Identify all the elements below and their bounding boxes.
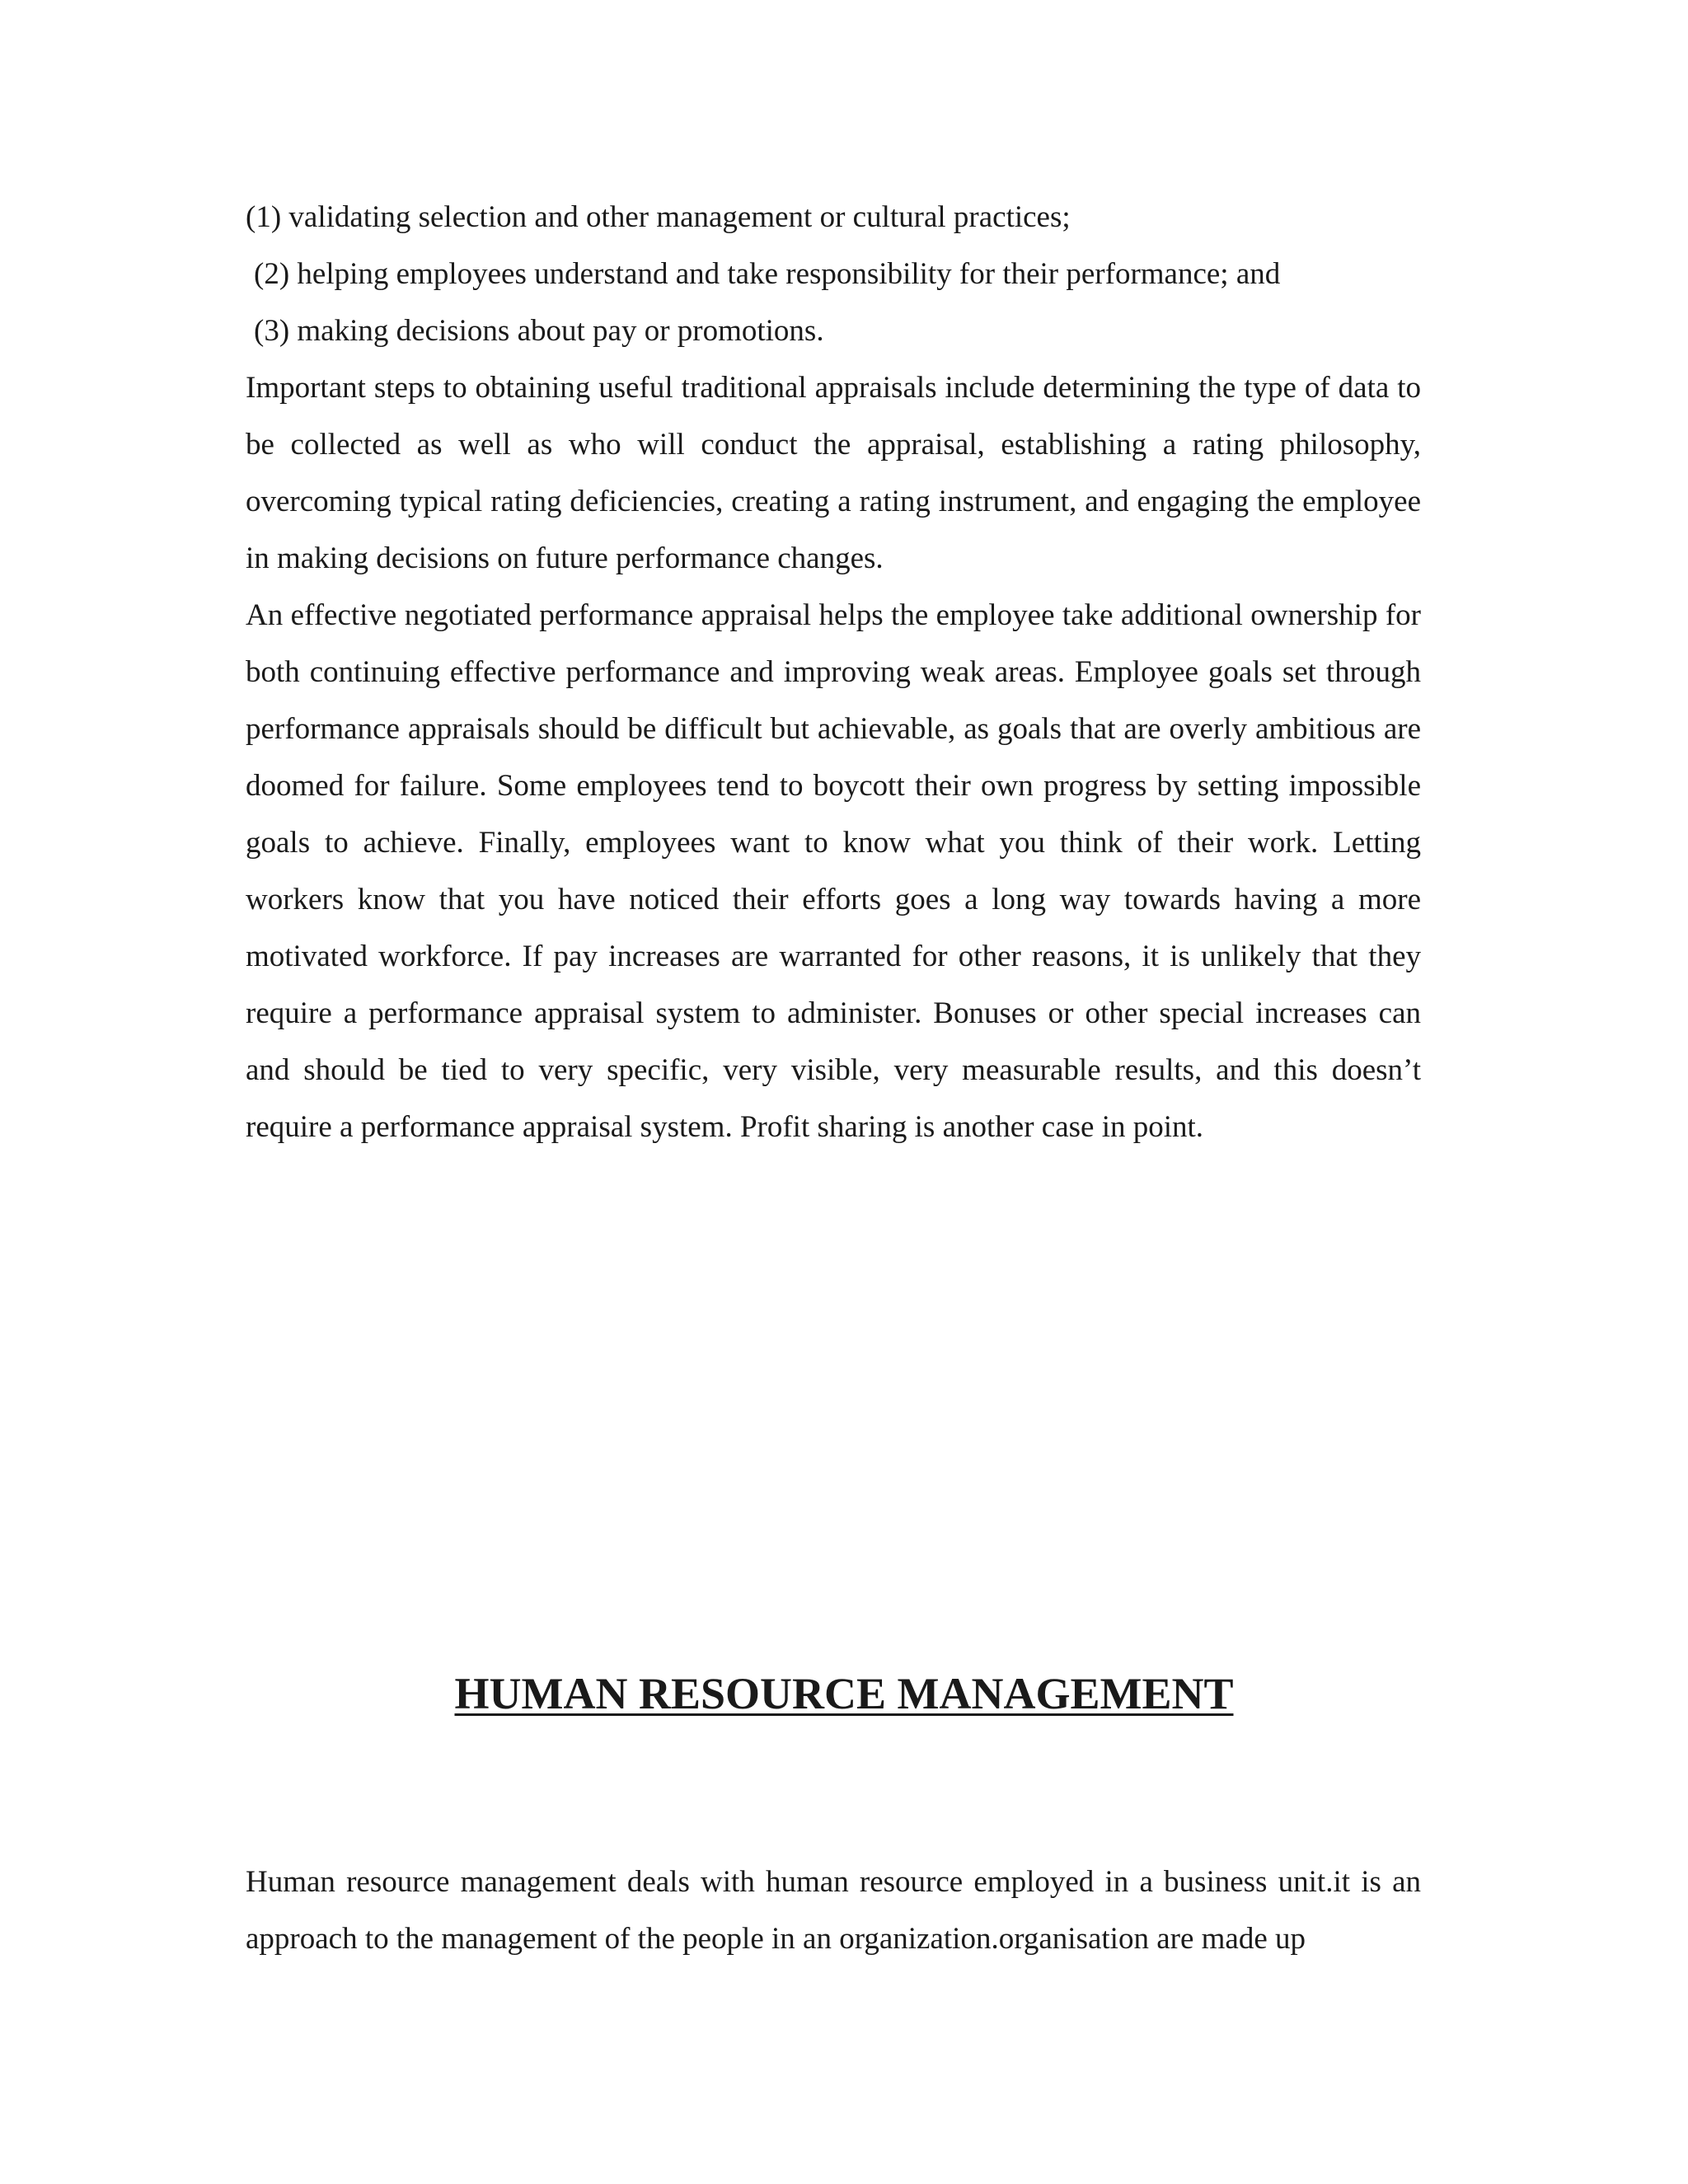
list-item: (3) making decisions about pay or promotions.: [254, 314, 824, 348]
list-item: (1) validating selection and other management or cultural practices;: [246, 200, 1071, 234]
paragraph-hrm-intro: Human resource management deals with human resource employed in a business unit.it is an approach to the management of the people in an organization.organisation are made up: [246, 1865, 1421, 1956]
section-heading: [0, 1665, 1688, 1722]
appraisal-purpose-list: [246, 189, 1421, 1155]
list-item: (2) helping employees understand and take responsibility for their performance; and: [254, 257, 1281, 291]
paragraph-negotiated-appraisal: An effective negotiated performance appraisal helps the employee take additional ownership for both continuing effective performance and improving weak areas. Employee goals set through performance appraisals should be difficult but achievable, as goals that are overly ambitious are doomed for failure. Some employees tend to boycott their own progress by setting impossible goals to achieve. Finally, employees want to know what you think of their work. Letting workers know that you have noticed their efforts goes a long way towards having a more motivated workforce. If pay increases are warranted for other reasons, it is unlikely that they require a performance appraisal system to administer. Bonuses or other special increases can and should be tied to very specific, very visible, very measurable results, and this doesn’t require a performance appraisal system. Profit sharing is another case in point.: [246, 598, 1421, 1144]
paragraph-appraisal-steps: Important steps to obtaining useful traditional appraisals include determining the type of data to be collected as well as who will conduct the appraisal, establishing a rating philosophy, overcoming typical rating deficiencies, creating a rating instrument, and engaging the employee in making decisions on future performance changes.: [246, 371, 1421, 575]
section-heading-text: HUMAN RESOURCE MANAGEMENT: [454, 1669, 1234, 1718]
